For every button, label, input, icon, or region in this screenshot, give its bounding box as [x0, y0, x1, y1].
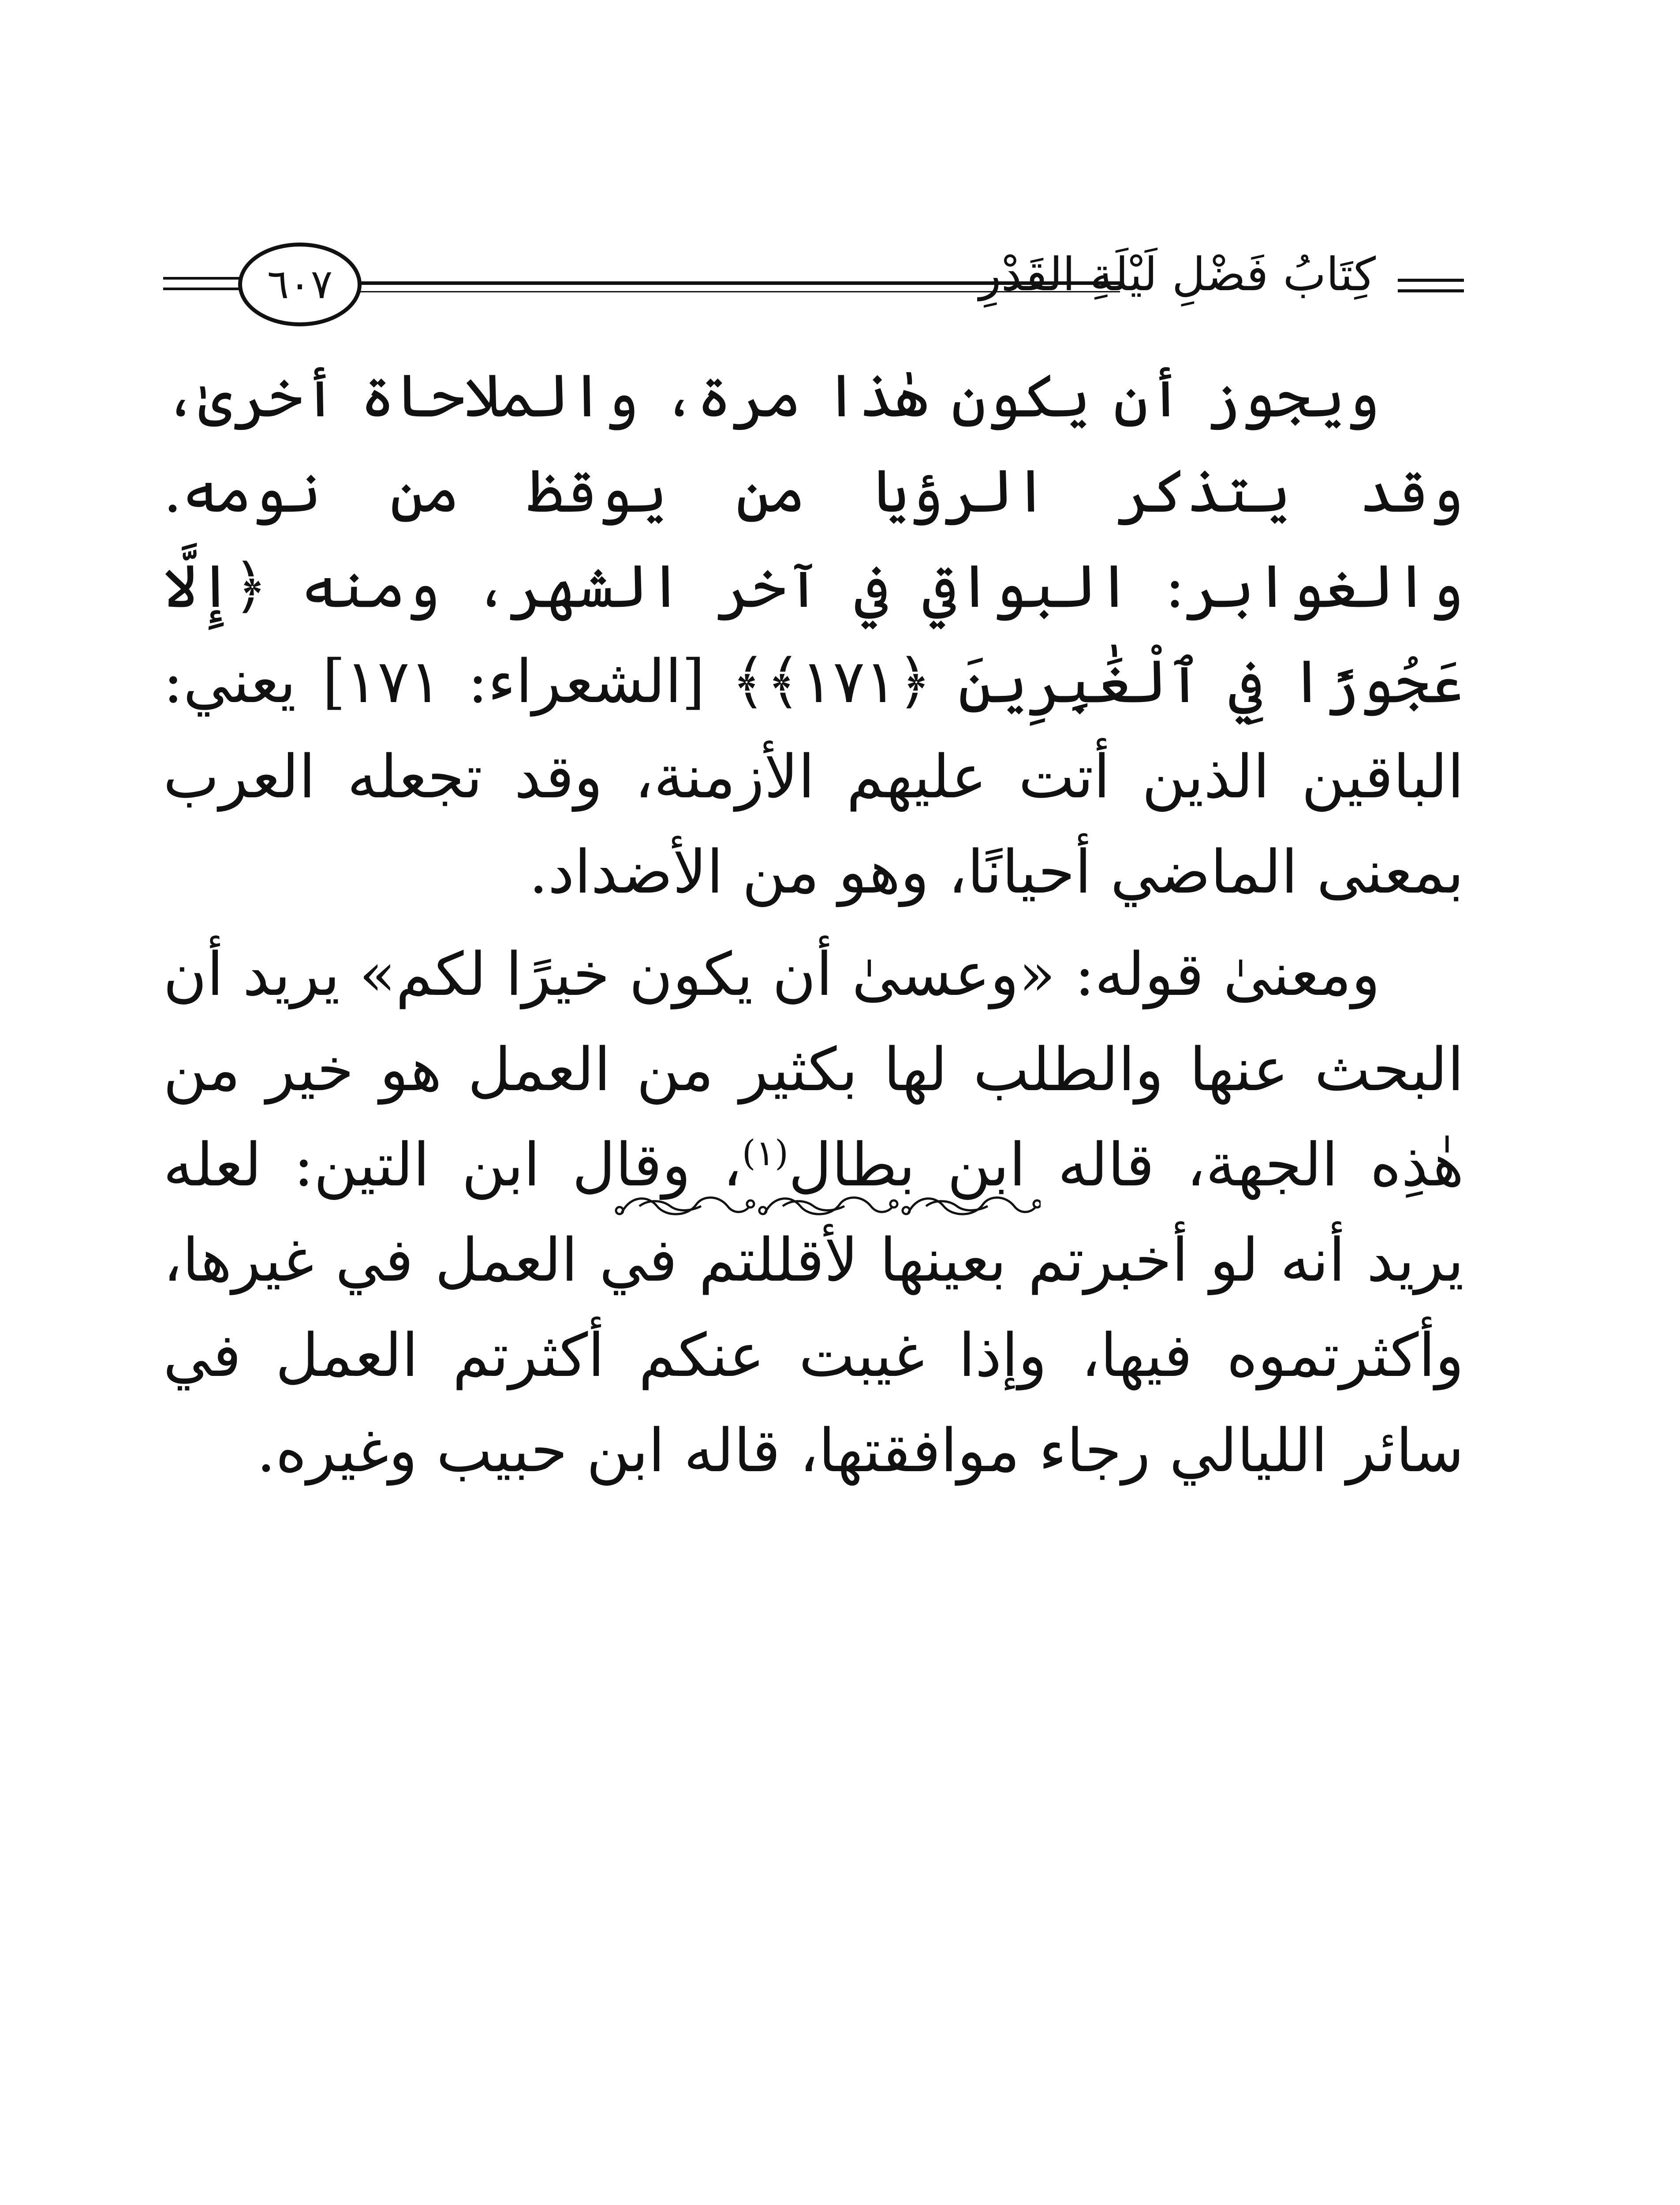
page-header	[163, 229, 1464, 335]
paragraph	[163, 348, 1464, 920]
header-rule	[1398, 279, 1464, 282]
paragraph-text: ، وقال ابن التين: لعله يريد أنه لو أخبرتم بعينها لأقللتم في العمل في غيرها، وأكثرتموه فيها، وإذا غيبت عنكم أكثرتم العمل في سائر الليالي رجاء موافقتها، قاله ابن حبيب وغيره.	[163, 1130, 1464, 1485]
header-rule	[1398, 289, 1464, 292]
footnote-reference: (١)	[742, 1132, 789, 1174]
section-ornament-icon	[613, 1186, 1041, 1226]
main-text	[163, 348, 1464, 1499]
paragraph-text: [الشعراء: ١٧١] يعني: الباقين الذين أتت عليهم الأزمنة، وقد تجعله العرب بمعنى الماضي أحيانًا، وهو من الأضداد.	[163, 647, 1464, 907]
paragraph-text: ومعنىٰ قوله: «وعسىٰ أن يكون خيرًا لكم» يريد أن البحث عنها والطلب لها بكثير من العمل هو خير من هٰذِه الجهة، قاله ابن بطال	[163, 940, 1464, 1200]
running-title: كِتَابُ فَضْلِ لَيْلَةِ القَدْرِ	[979, 247, 1376, 301]
paragraph-text: ويجوز أن يكون هٰذا مرة، والملاحاة أخرىٰ، وقد يتذكر الرؤيا من يوقظ من نومه. والغوابر: البواقي في آخر الشهر، ومنه	[163, 361, 1464, 621]
page-number: ٦٠٧	[267, 261, 333, 308]
quran-verse: ﴿إِلَّا عَجُوزًا فِي ٱلْغَٰبِرِينَ ﴿١٧١﴾﴾	[163, 552, 1464, 716]
page-number-frame	[238, 243, 362, 326]
